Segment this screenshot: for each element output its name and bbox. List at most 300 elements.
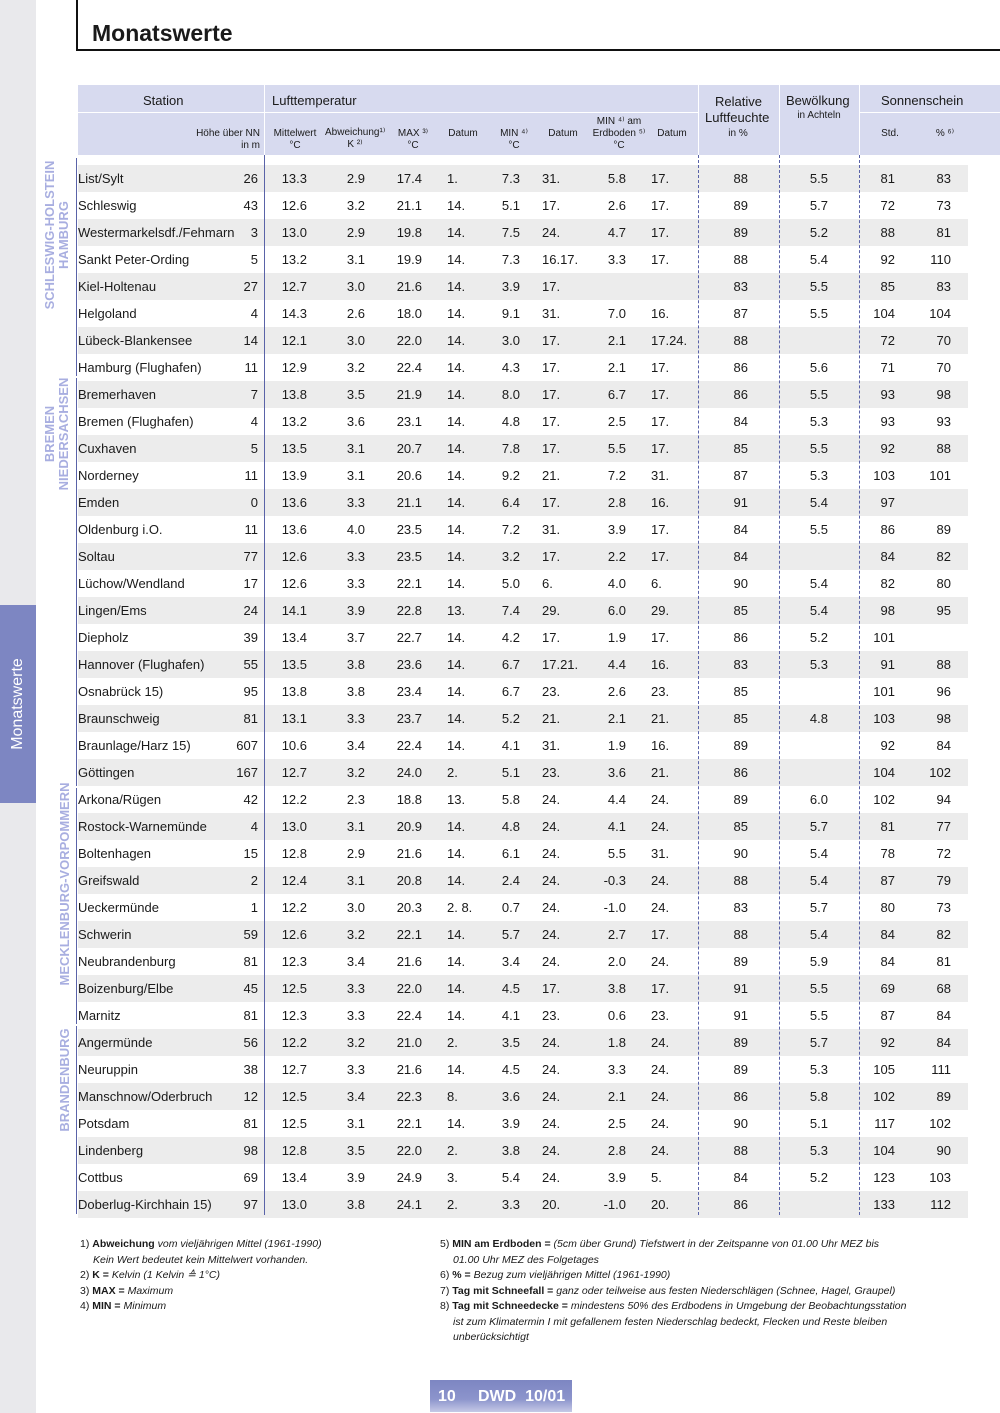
cell-hoehe: 11 xyxy=(244,360,258,375)
cell-station: Bremerhaven xyxy=(78,387,157,402)
cell-min-datum: 24. xyxy=(542,1116,561,1131)
cell-mittelwert: 12.6 xyxy=(281,927,307,942)
region-label-brandenburg xyxy=(48,1030,82,1130)
cell-hoehe: 27 xyxy=(243,279,258,294)
cell-hoehe: 97 xyxy=(243,1197,258,1212)
cell-abweichung: 2.9 xyxy=(346,171,365,186)
cell-min-erdboden: 2.5 xyxy=(607,414,626,429)
cell-min-datum: 24. xyxy=(542,927,561,942)
table-row xyxy=(78,192,968,219)
header-minerd-l1: MIN ⁴⁾ am xyxy=(596,116,642,127)
cell-max-datum: 14. xyxy=(447,684,466,699)
header-hoehe-l1: Höhe über NN xyxy=(196,128,260,139)
cell-min-datum: 17.21. xyxy=(542,657,579,672)
footnote-line xyxy=(80,1299,322,1315)
cell-min-erdboden: 5.8 xyxy=(607,171,626,186)
cell-mittelwert: 12.2 xyxy=(281,792,307,807)
cell-min-erdboden: 1.9 xyxy=(607,738,626,753)
cell-rel-feuchte: 85 xyxy=(733,711,748,726)
cell-max: 20.9 xyxy=(396,819,422,834)
footnote-line xyxy=(440,1253,906,1269)
header-luftfeuchte: Luftfeuchte xyxy=(705,110,770,125)
cell-abweichung: 2.9 xyxy=(346,225,365,240)
cell-station: Lindenberg xyxy=(78,1143,144,1158)
cell-max-datum: 14. xyxy=(447,1062,466,1077)
cell-abweichung: 3.3 xyxy=(346,549,365,564)
cell-hoehe: 77 xyxy=(243,549,258,564)
cell-hoehe: 42 xyxy=(243,792,258,807)
cell-min: 4.8 xyxy=(501,819,520,834)
cell-hoehe: 55 xyxy=(243,657,258,672)
cell-abweichung: 3.2 xyxy=(346,927,365,942)
cell-max-datum: 14. xyxy=(447,576,466,591)
cell-abweichung: 3.7 xyxy=(346,630,365,645)
table-row xyxy=(78,1056,968,1083)
cell-hoehe: 98 xyxy=(243,1143,258,1158)
header-sep xyxy=(859,85,860,155)
cell-min-datum: 17. xyxy=(542,630,561,645)
footnote-line xyxy=(80,1268,322,1284)
header-abweichung xyxy=(325,127,385,151)
cell-rel-feuchte: 84 xyxy=(733,1170,748,1185)
cell-bewoelkung: 5.3 xyxy=(809,1062,828,1077)
cell-mittelwert: 12.9 xyxy=(281,360,307,375)
cell-station: Neuruppin xyxy=(78,1062,138,1077)
cell-mittelwert: 12.2 xyxy=(281,900,307,915)
header-sonnenschein: Sonnenschein xyxy=(881,93,964,108)
cell-bewoelkung: 5.2 xyxy=(809,630,828,645)
cell-std: 71 xyxy=(880,360,895,375)
cell-abweichung: 3.3 xyxy=(346,1008,365,1023)
cell-minerd-datum: 24. xyxy=(651,792,670,807)
cell-max: 23.5 xyxy=(396,522,422,537)
cell-max: 22.0 xyxy=(396,981,422,996)
cell-hoehe: 38 xyxy=(243,1062,258,1077)
cell-percent: 88 xyxy=(936,657,951,672)
footnote-line xyxy=(80,1253,322,1269)
cell-hoehe: 12 xyxy=(243,1089,258,1104)
cell-minerd-datum: 17. xyxy=(651,981,670,996)
footnote-text: unberücksichtigt xyxy=(453,1331,529,1343)
cell-minerd-datum: 17.24. xyxy=(651,333,688,348)
header-sep xyxy=(264,85,265,155)
cell-min-datum: 31. xyxy=(542,522,561,537)
cell-abweichung: 3.3 xyxy=(346,1062,365,1077)
cell-min: 6.7 xyxy=(501,684,520,699)
cell-max-datum: 2. xyxy=(447,1143,458,1158)
cell-mittelwert: 13.5 xyxy=(281,441,307,456)
cell-min-erdboden: 4.0 xyxy=(607,576,626,591)
cell-std: 92 xyxy=(880,441,895,456)
cell-min: 5.4 xyxy=(501,1170,520,1185)
table-row xyxy=(78,651,968,678)
cell-max-datum: 14. xyxy=(447,387,466,402)
cell-mittelwert: 13.8 xyxy=(281,387,307,402)
footnote-number: 4) xyxy=(80,1300,90,1312)
cell-min-erdboden: 4.4 xyxy=(607,792,626,807)
cell-max: 21.9 xyxy=(396,387,422,402)
cell-min-datum: 23. xyxy=(542,1008,561,1023)
cell-minerd-datum: 24. xyxy=(651,1116,670,1131)
region-line2: NIEDERSACHSEN xyxy=(56,377,71,491)
cell-std: 101 xyxy=(873,630,895,645)
cell-abweichung: 2.6 xyxy=(346,306,365,321)
cell-station: Arkona/Rügen xyxy=(78,792,162,807)
cell-min-erdboden: 7.2 xyxy=(607,468,626,483)
cell-bewoelkung: 5.4 xyxy=(809,873,828,888)
cell-station: Oldenburg i.O. xyxy=(78,522,163,537)
cell-station: Braunschweig xyxy=(78,711,160,726)
cell-max: 22.0 xyxy=(396,1143,422,1158)
issue-label: DWD 10/01 xyxy=(478,1388,566,1405)
cell-max-datum: 14. xyxy=(447,306,466,321)
cell-minerd-datum: 17. xyxy=(651,927,670,942)
cell-minerd-datum: 31. xyxy=(651,846,670,861)
cell-percent: 111 xyxy=(931,1062,951,1077)
cell-hoehe: 11 xyxy=(244,522,258,537)
cell-min-datum: 17. xyxy=(542,441,561,456)
header-abweichung-l1: Abweichung¹⁾ xyxy=(325,127,386,138)
cell-percent: 68 xyxy=(936,981,951,996)
cell-percent: 82 xyxy=(936,927,951,942)
cell-mittelwert: 13.0 xyxy=(281,1197,307,1212)
cell-hoehe: 607 xyxy=(236,738,258,753)
cell-bewoelkung: 5.5 xyxy=(809,441,828,456)
cell-max: 23.5 xyxy=(396,549,422,564)
cell-minerd-datum: 23. xyxy=(651,684,670,699)
footnote-term: Tag mit Schneedecke = xyxy=(452,1300,568,1312)
table-row xyxy=(78,435,968,462)
cell-std: 105 xyxy=(873,1062,895,1077)
cell-percent: 94 xyxy=(936,792,951,807)
cell-min: 5.1 xyxy=(501,765,520,780)
footnote-term: Tag mit Schneefall = xyxy=(452,1284,554,1297)
cell-max-datum: 14. xyxy=(447,252,466,267)
cell-hoehe: 5 xyxy=(250,441,258,456)
cell-max-datum: 14. xyxy=(447,819,466,834)
cell-percent: 98 xyxy=(936,387,951,402)
cell-min-datum: 24. xyxy=(542,1089,561,1104)
header-mittelwert xyxy=(268,128,322,152)
table-row xyxy=(78,786,968,813)
cell-percent: 73 xyxy=(936,198,951,213)
cell-mittelwert: 12.6 xyxy=(281,549,307,564)
cell-rel-feuchte: 88 xyxy=(733,873,748,888)
header-mittelwert-l2: °C xyxy=(289,140,301,151)
cell-min: 6.4 xyxy=(501,495,520,510)
cell-min-erdboden: 2.0 xyxy=(607,954,626,969)
footnote-term: K = xyxy=(92,1269,109,1281)
cell-percent: 83 xyxy=(936,279,951,294)
cell-std: 88 xyxy=(880,225,895,240)
table-row xyxy=(78,1110,968,1137)
cell-bewoelkung: 5.7 xyxy=(809,198,828,213)
cell-abweichung: 3.4 xyxy=(346,954,365,969)
cell-max-datum: 14. xyxy=(447,522,466,537)
cell-rel-feuchte: 85 xyxy=(733,819,748,834)
footnote-number: 6) xyxy=(440,1269,450,1281)
cell-min-datum: 31. xyxy=(542,738,561,753)
header-bewoelkung-unit: in Achteln xyxy=(797,110,841,121)
footnote-term: MIN = xyxy=(92,1300,121,1312)
cell-minerd-datum: 17. xyxy=(651,630,670,645)
table-row xyxy=(78,462,968,489)
table-row xyxy=(78,273,968,300)
cell-max: 24.1 xyxy=(396,1197,422,1212)
cell-bewoelkung: 6.0 xyxy=(809,792,828,807)
cell-std: 102 xyxy=(873,1089,895,1104)
cell-minerd-datum: 16. xyxy=(651,657,670,672)
cell-rel-feuchte: 85 xyxy=(733,603,748,618)
cell-bewoelkung: 5.5 xyxy=(809,387,828,402)
cell-bewoelkung xyxy=(798,327,828,354)
footnote-text: Bezug zum vieljährigen Mittel (1961-1990) xyxy=(473,1269,671,1281)
table-row xyxy=(78,975,968,1002)
column-divider xyxy=(698,155,699,1215)
cell-max-datum: 14. xyxy=(447,495,466,510)
cell-min-erdboden: 2.2 xyxy=(607,549,626,564)
cell-min: 3.4 xyxy=(501,954,520,969)
cell-percent: 96 xyxy=(936,684,951,699)
cell-min-datum: 17. xyxy=(542,549,561,564)
cell-station: Emden xyxy=(78,495,120,510)
cell-min: 3.5 xyxy=(501,1035,520,1050)
footnote-line xyxy=(440,1299,906,1315)
cell-mittelwert: 14.1 xyxy=(281,603,307,618)
cell-min: 4.8 xyxy=(501,414,520,429)
cell-abweichung: 3.2 xyxy=(346,765,365,780)
cell-percent: 70 xyxy=(936,333,951,348)
cell-bewoelkung: 5.9 xyxy=(809,954,828,969)
cell-max-datum: 14. xyxy=(447,279,466,294)
cell-rel-feuchte: 89 xyxy=(733,225,748,240)
cell-mittelwert: 12.5 xyxy=(281,1116,307,1131)
cell-min-erdboden: 2.6 xyxy=(607,684,626,699)
cell-rel-feuchte: 88 xyxy=(733,927,748,942)
cell-abweichung: 3.3 xyxy=(346,495,365,510)
cell-mittelwert: 12.6 xyxy=(281,576,307,591)
cell-min-datum: 24. xyxy=(542,873,561,888)
cell-mittelwert: 12.8 xyxy=(281,1143,307,1158)
page-number: 10 xyxy=(438,1388,456,1405)
header-min-l2: °C xyxy=(508,140,520,151)
cell-station: Diepholz xyxy=(78,630,129,645)
cell-abweichung: 3.5 xyxy=(346,387,365,402)
header-divider-sun xyxy=(860,112,1000,113)
cell-abweichung: 3.1 xyxy=(346,468,365,483)
cell-bewoelkung: 5.3 xyxy=(809,1143,828,1158)
cell-rel-feuchte: 91 xyxy=(733,495,748,510)
cell-bewoelkung: 5.3 xyxy=(809,468,828,483)
cell-min-erdboden: 6.0 xyxy=(607,603,626,618)
cell-min-erdboden: 6.7 xyxy=(607,387,626,402)
cell-hoehe: 14 xyxy=(243,333,258,348)
footnote-text: Minimum xyxy=(123,1300,167,1312)
cell-std: 78 xyxy=(880,846,895,861)
footnote-number: 3) xyxy=(80,1284,90,1297)
cell-min: 5.7 xyxy=(501,927,520,942)
cell-abweichung: 3.2 xyxy=(346,360,365,375)
cell-percent: 98 xyxy=(936,711,951,726)
cell-station: Manschnow/Oderbruch xyxy=(78,1089,213,1104)
cell-min: 9.1 xyxy=(501,306,520,321)
cell-percent: 89 xyxy=(936,1089,951,1104)
cell-mittelwert: 13.2 xyxy=(281,414,307,429)
header-minerd-l3: °C xyxy=(613,140,625,151)
cell-percent xyxy=(918,624,951,651)
page-title: Monatswerte xyxy=(92,20,233,46)
cell-minerd-datum: 24. xyxy=(651,1143,670,1158)
header-station: Station xyxy=(143,93,184,108)
cell-std: 104 xyxy=(873,306,895,321)
cell-mittelwert: 12.6 xyxy=(281,198,307,213)
cell-min: 6.1 xyxy=(501,846,520,861)
cell-rel-feuchte: 84 xyxy=(733,522,748,537)
cell-abweichung: 3.6 xyxy=(346,414,365,429)
cell-min-datum: 21. xyxy=(542,468,561,483)
cell-mittelwert: 13.3 xyxy=(281,171,307,186)
cell-mittelwert: 13.0 xyxy=(281,225,307,240)
cell-bewoelkung: 5.5 xyxy=(809,981,828,996)
footnote-line xyxy=(80,1237,322,1253)
cell-min-datum: 17. xyxy=(542,387,561,402)
header-min-l1: MIN ⁴⁾ xyxy=(500,128,528,139)
cell-bewoelkung: 5.7 xyxy=(809,819,828,834)
side-tab[interactable] xyxy=(0,605,36,803)
cell-rel-feuchte: 83 xyxy=(733,900,748,915)
header-max-l1: MAX ³⁾ xyxy=(397,128,429,139)
cell-mittelwert: 13.6 xyxy=(281,495,307,510)
cell-min-erdboden: 3.9 xyxy=(607,522,626,537)
cell-min: 7.3 xyxy=(501,252,520,267)
cell-min-erdboden: -1.0 xyxy=(603,1197,626,1212)
cell-percent: 81 xyxy=(936,954,951,969)
cell-mittelwert: 12.8 xyxy=(281,846,307,861)
cell-rel-feuchte: 86 xyxy=(733,765,748,780)
cell-max-datum: 14. xyxy=(447,846,466,861)
cell-minerd-datum: 31. xyxy=(651,468,670,483)
header-hoehe xyxy=(170,128,260,152)
cell-mittelwert: 13.9 xyxy=(281,468,307,483)
cell-max-datum: 14. xyxy=(447,954,466,969)
cell-min-erdboden: 2.8 xyxy=(607,495,626,510)
cell-hoehe: 2 xyxy=(250,873,258,888)
cell-hoehe: 4 xyxy=(250,306,258,321)
cell-station: Helgoland xyxy=(78,306,137,321)
cell-mittelwert: 13.2 xyxy=(281,252,307,267)
cell-abweichung: 3.3 xyxy=(346,981,365,996)
region-label-niedersachsen xyxy=(40,378,74,490)
cell-minerd-datum: 24. xyxy=(651,1089,670,1104)
header-min xyxy=(493,128,535,152)
cell-station: Lüchow/Wendland xyxy=(78,576,185,591)
cell-std: 84 xyxy=(880,954,895,969)
cell-hoehe: 81 xyxy=(243,954,258,969)
cell-min: 6.7 xyxy=(501,657,520,672)
table-row xyxy=(78,300,968,327)
cell-minerd-datum: 16. xyxy=(651,738,670,753)
cell-min-datum: 17. xyxy=(542,198,561,213)
footnote-term: MIN am Erdboden = xyxy=(452,1238,551,1250)
cell-minerd-datum: 20. xyxy=(651,1197,670,1212)
column-divider xyxy=(779,155,780,1215)
table-row xyxy=(78,489,968,516)
cell-rel-feuchte: 85 xyxy=(733,441,748,456)
table-row xyxy=(78,381,968,408)
cell-min: 4.2 xyxy=(501,630,520,645)
cell-min-datum: 6. xyxy=(542,576,553,591)
title-box xyxy=(76,0,1000,51)
footnote-line xyxy=(440,1284,906,1300)
cell-max: 24.0 xyxy=(396,765,422,780)
cell-min-erdboden xyxy=(588,273,626,300)
cell-station: Greifswald xyxy=(78,873,140,888)
cell-mittelwert: 12.7 xyxy=(281,1062,307,1077)
cell-station: Cottbus xyxy=(78,1170,123,1185)
cell-mittelwert: 12.3 xyxy=(281,1008,307,1023)
cell-min-erdboden: 1.8 xyxy=(607,1035,626,1050)
cell-min-erdboden: 2.6 xyxy=(607,198,626,213)
cell-mittelwert: 13.8 xyxy=(281,684,307,699)
cell-percent: 102 xyxy=(929,765,951,780)
cell-hoehe: 59 xyxy=(243,927,258,942)
cell-std: 81 xyxy=(880,171,895,186)
cell-std: 92 xyxy=(880,738,895,753)
cell-std: 87 xyxy=(880,1008,895,1023)
cell-min-datum: 21. xyxy=(542,711,561,726)
cell-abweichung: 3.1 xyxy=(346,819,365,834)
cell-rel-feuchte: 90 xyxy=(733,576,748,591)
cell-mittelwert: 12.1 xyxy=(281,333,307,348)
cell-minerd-datum: 17. xyxy=(651,198,670,213)
cell-max-datum: 14. xyxy=(447,198,466,213)
cell-std: 93 xyxy=(880,414,895,429)
table-row xyxy=(78,732,968,759)
header-lufttemperatur: Lufttemperatur xyxy=(272,93,357,108)
footnote-term: MAX = xyxy=(92,1284,125,1297)
cell-hoehe: 11 xyxy=(244,468,258,483)
cell-minerd-datum: 17. xyxy=(651,441,670,456)
region-label-mecklenburg xyxy=(48,782,82,986)
header-min-erdboden xyxy=(590,116,648,152)
cell-min-erdboden: 3.8 xyxy=(607,981,626,996)
cell-max-datum: 14. xyxy=(447,414,466,429)
cell-min-erdboden: 2.5 xyxy=(607,1116,626,1131)
cell-max: 22.4 xyxy=(396,360,422,375)
cell-min-datum: 23. xyxy=(542,765,561,780)
column-divider xyxy=(859,155,860,1215)
header-min-datum: Datum xyxy=(548,128,578,139)
cell-std: 82 xyxy=(880,576,895,591)
header-percent: % ⁶⁾ xyxy=(935,128,955,139)
cell-std: 101 xyxy=(873,684,895,699)
header-divider xyxy=(78,112,698,113)
cell-min-datum: 17. xyxy=(542,333,561,348)
cell-min-erdboden: 2.1 xyxy=(607,360,626,375)
cell-minerd-datum: 24. xyxy=(651,819,670,834)
cell-bewoelkung xyxy=(798,678,828,705)
cell-percent: 83 xyxy=(936,171,951,186)
cell-station: Hannover (Flughafen) xyxy=(78,657,205,672)
cell-min-erdboden: 4.7 xyxy=(607,225,626,240)
cell-mittelwert: 13.4 xyxy=(281,1170,307,1185)
cell-min-erdboden: 3.6 xyxy=(607,765,626,780)
cell-std: 81 xyxy=(880,819,895,834)
cell-std: 84 xyxy=(880,549,895,564)
cell-rel-feuchte: 89 xyxy=(733,1035,748,1050)
cell-min-datum: 31. xyxy=(542,306,561,321)
cell-min: 3.9 xyxy=(501,1116,520,1131)
